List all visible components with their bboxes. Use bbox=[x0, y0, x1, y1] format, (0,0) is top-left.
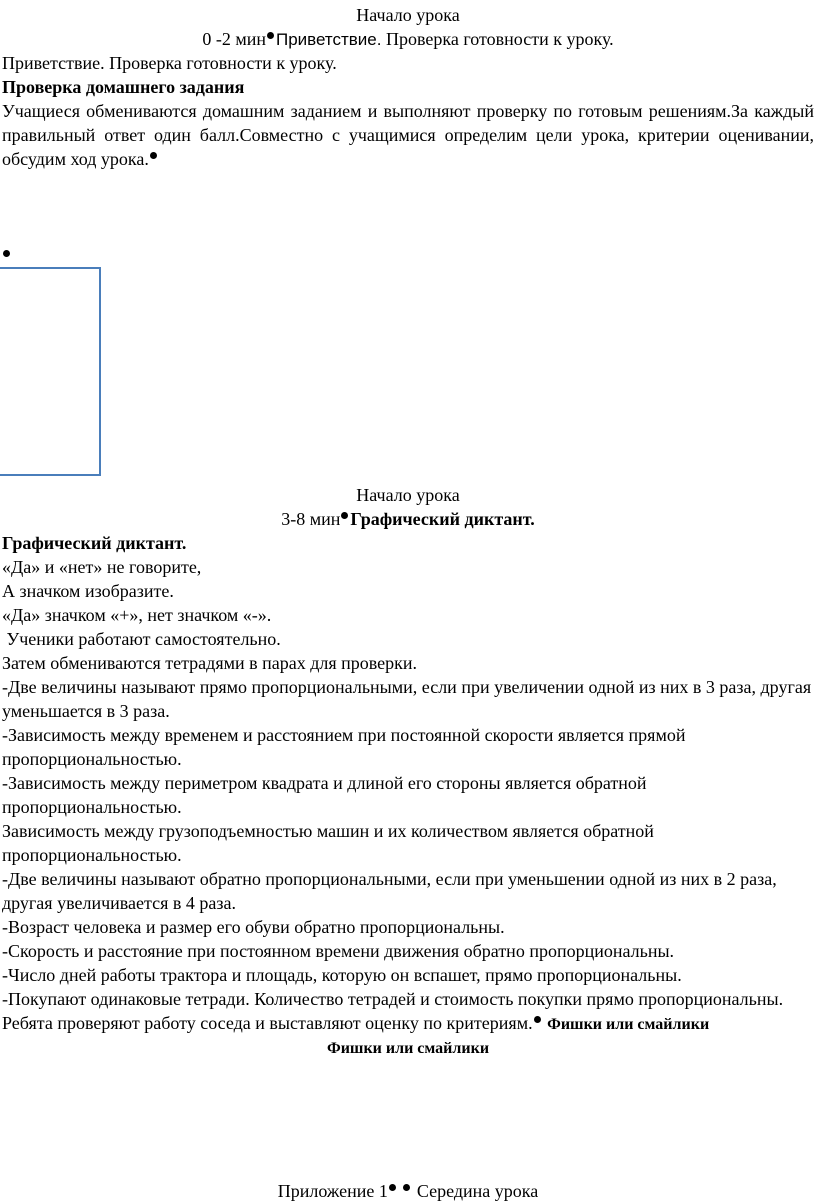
section1-stage: Проверка готовности к уроку. bbox=[385, 29, 614, 49]
bullet-icon bbox=[534, 1016, 541, 1023]
section2-stage: Графический диктант. bbox=[350, 509, 535, 529]
resources-inline: Фишки или смайлики bbox=[547, 1016, 710, 1033]
section1-time: 0 -2 мин bbox=[202, 29, 266, 49]
statement-item: -Зависимость между временем и расстоянием при постоянной скорости является прямой пропорциональностью. bbox=[2, 725, 686, 769]
dictation-line: «Да» значком «+», нет значком «-». bbox=[2, 605, 272, 625]
statement-item: -Зависимость между периметром квадрата и длиной его стороны является обратной пропорциональностью. bbox=[2, 773, 647, 817]
statement-item: -Возраст человека и размер его обуви обратно пропорциональны. bbox=[2, 917, 505, 937]
dictation-line: А значком изобразите. bbox=[2, 581, 174, 601]
closing-line bbox=[2, 1011, 814, 1037]
statement-item: -Покупают одинаковые тетради. Количество тетрадей и стоимость покупки прямо пропорциональны. bbox=[2, 989, 784, 1009]
resources-label: Фишки или смайлики bbox=[326, 1040, 490, 1057]
bullet-icon bbox=[150, 152, 157, 159]
dictation-line: «Да» и «нет» не говорите, bbox=[2, 557, 202, 577]
statement-item: -Число дней работы трактора и площадь, которую он вспашет, прямо пропорциональны. bbox=[2, 965, 682, 985]
footer-row bbox=[2, 1179, 814, 1203]
section1-stage-label: Приветствие. bbox=[275, 30, 382, 49]
dictation-heading: Графический диктант. bbox=[2, 533, 187, 553]
section1-greeting: Приветствие. Проверка готовности к уроку. bbox=[2, 53, 337, 73]
statement-item: -Две величины называют обратно пропорциональными, если при уменьшении одной из них в 2 раза, другая увеличивается в 4 раза. bbox=[2, 869, 777, 913]
bullet-icon bbox=[3, 250, 10, 257]
section1-title: Начало урока bbox=[356, 5, 460, 25]
section2-time: 3-8 мин bbox=[281, 509, 341, 529]
statement-item: -Две величины называют прямо пропорциональными, если при увеличении одной из них в 3 раза, другая уменьшается в 3 раза. bbox=[2, 677, 812, 721]
dictation-line: Затем обмениваются тетрадями в парах для проверки. bbox=[2, 653, 418, 673]
statement-item: Зависимость между грузоподъемностью машин и их количеством является обратной пропорциональностью. bbox=[2, 821, 654, 865]
dictation-line: Ученики работают самостоятельно. bbox=[2, 629, 281, 649]
homework-text-block bbox=[2, 99, 814, 171]
footer-stage: Середина урока bbox=[416, 1181, 539, 1201]
bullet-icon bbox=[389, 1184, 396, 1191]
homework-text: Учащиеся обмениваются домашним заданием и выполняют проверку по готовым решениям.За каждый правильный ответ один балл.Совместно с учащимися определим цели урока, критерии оценивании, обсудим ход урока. bbox=[2, 101, 814, 169]
section2-time-row bbox=[2, 507, 814, 531]
statement-item: -Скорость и расстояние при постоянном времени движения обратно пропорциональны. bbox=[2, 941, 675, 961]
homework-heading: Проверка домашнего задания bbox=[2, 77, 245, 97]
section2-title: Начало урока bbox=[356, 485, 460, 505]
section1-time-row bbox=[2, 27, 814, 52]
bullet-icon bbox=[341, 512, 348, 519]
dictation-body bbox=[2, 555, 814, 1061]
closing-text: Ребята проверяют работу соседа и выставляют оценку по критериям. bbox=[2, 1013, 533, 1033]
bullet-icon bbox=[403, 1184, 410, 1191]
image-frame bbox=[0, 267, 101, 476]
appendix-label: Приложение 1 bbox=[277, 1181, 388, 1201]
bullet-icon bbox=[267, 32, 274, 39]
